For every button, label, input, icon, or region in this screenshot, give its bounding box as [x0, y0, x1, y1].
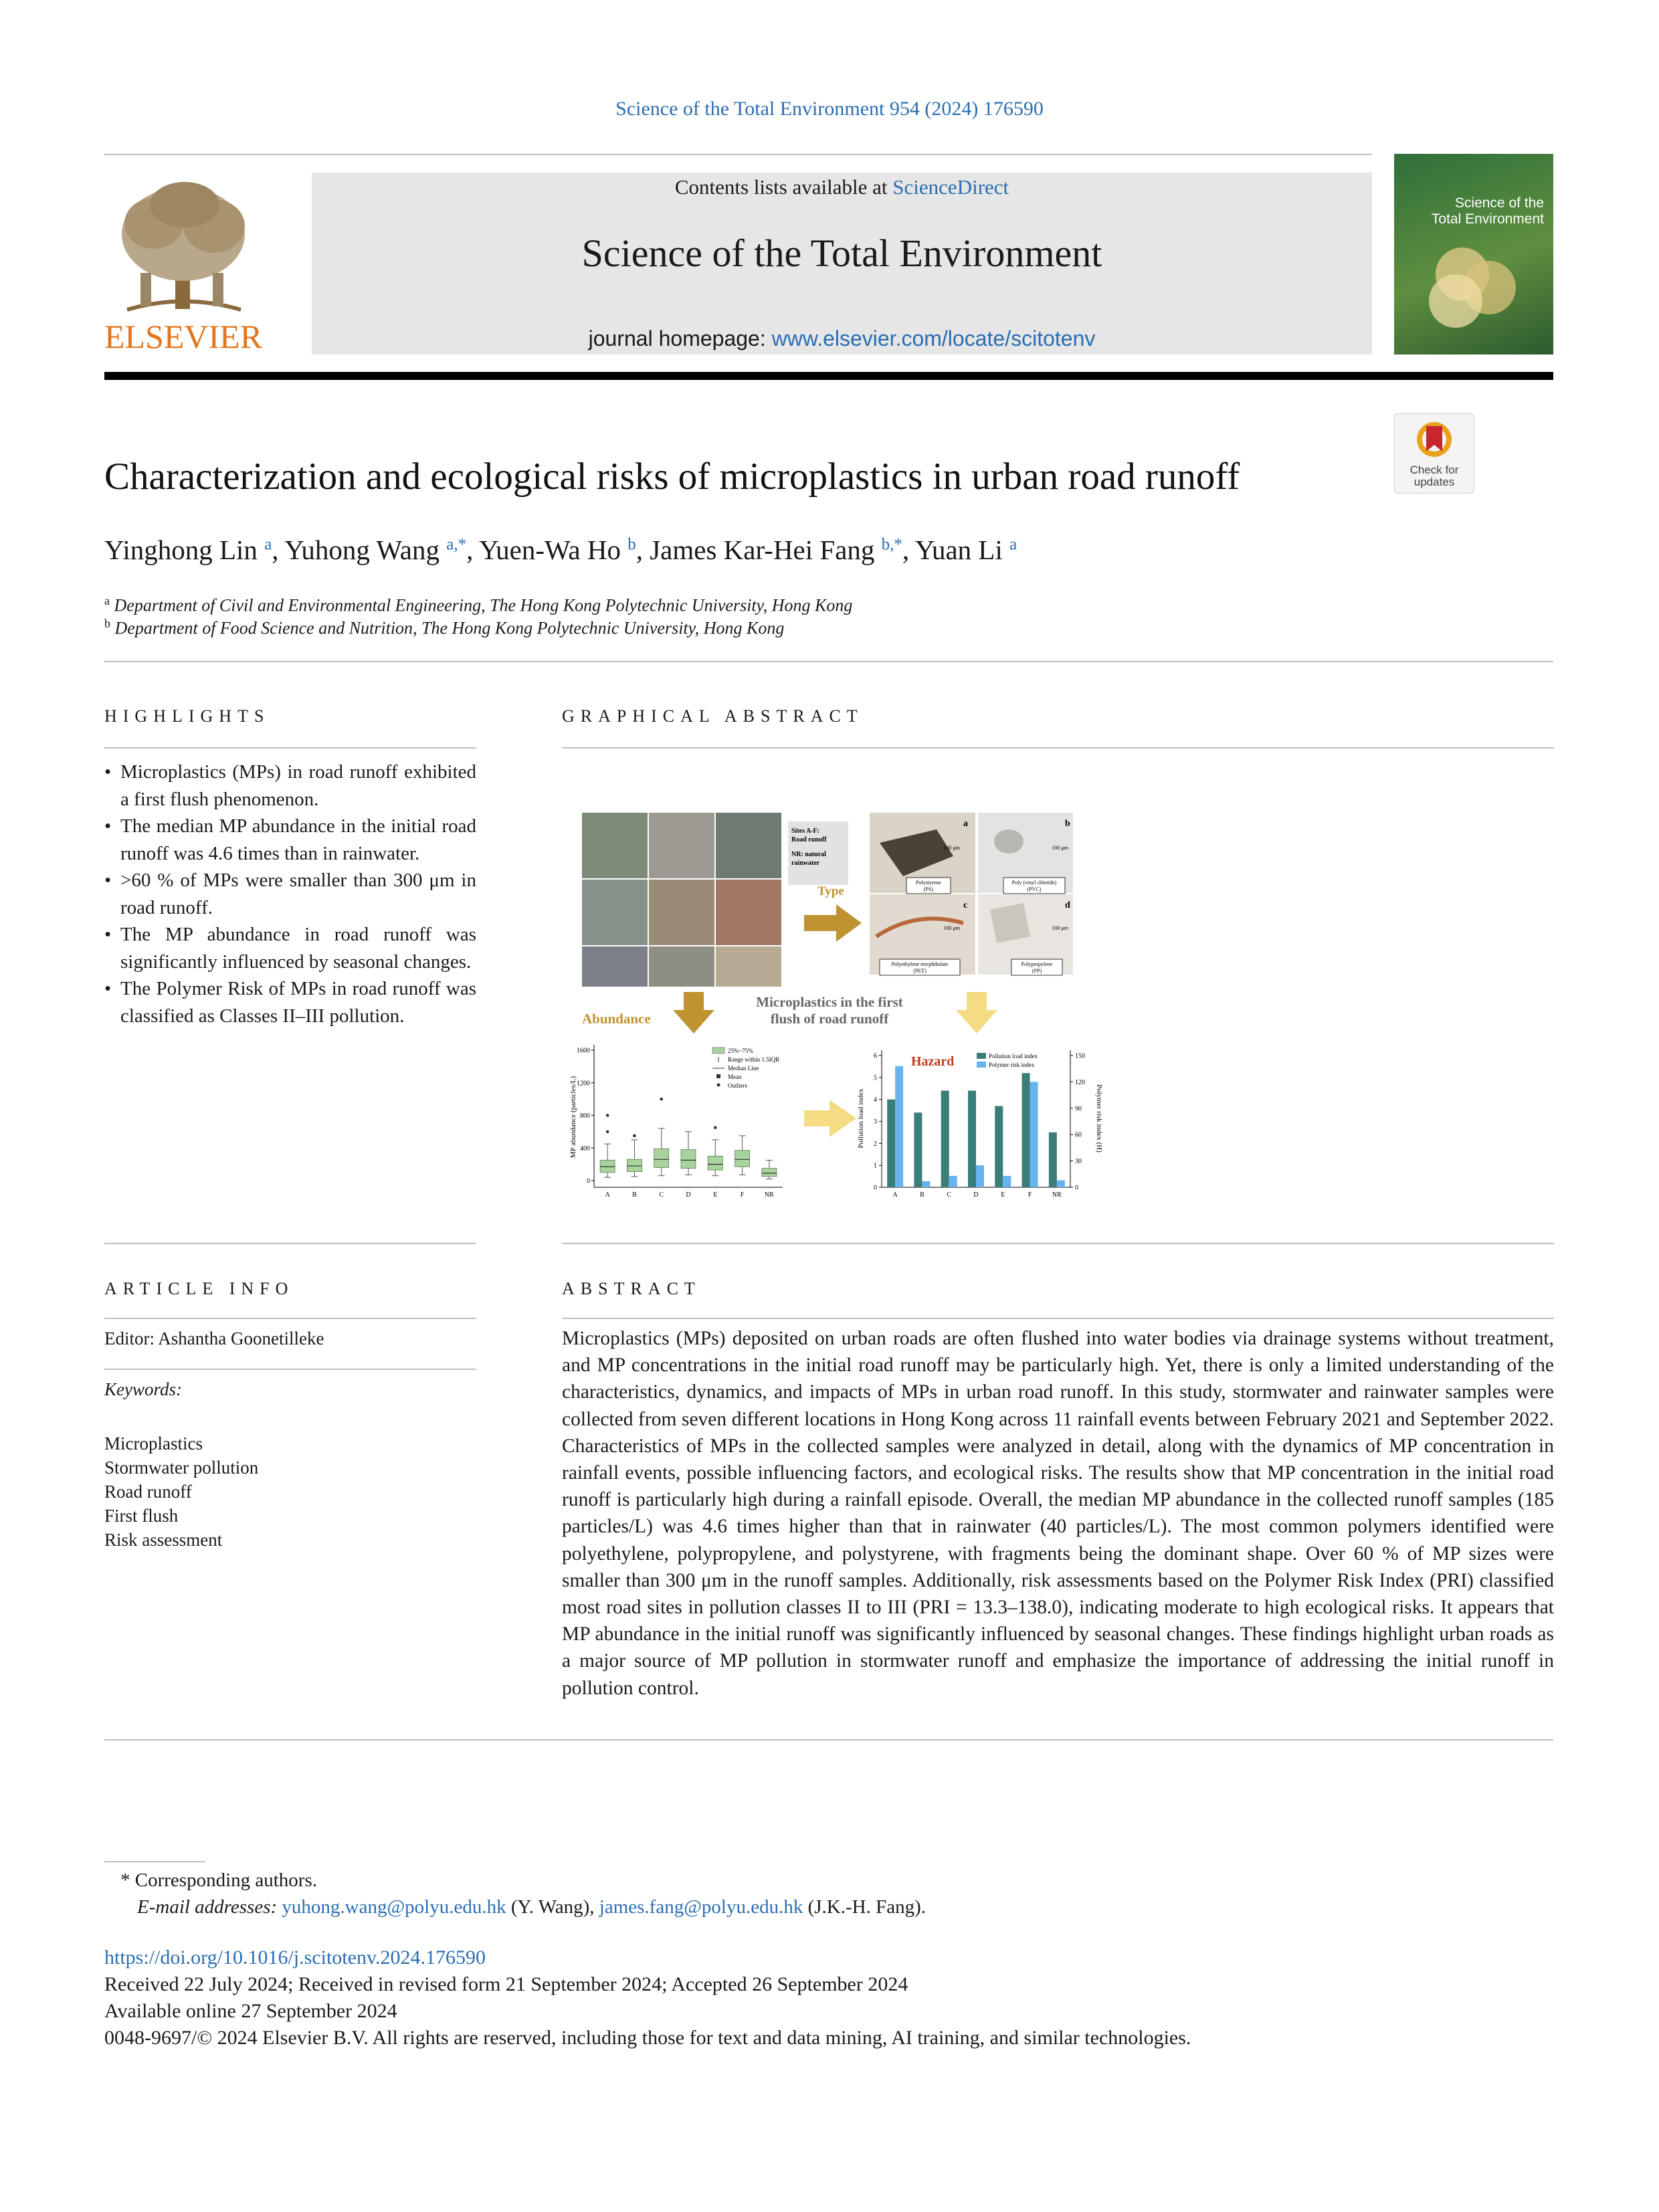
homepage-link[interactable]: www.elsevier.com/locate/scitotenv	[771, 326, 1096, 350]
scale-bar-label: 100 μm	[943, 925, 960, 931]
author-2[interactable]: Yuhong Wang $^{a,*}$	[284, 534, 467, 565]
abstract-rule	[562, 1318, 1554, 1319]
homepage-prefix: journal homepage:	[588, 326, 772, 350]
site-map-photo	[582, 946, 648, 987]
cover-graphic	[1422, 247, 1523, 334]
bar-right-tick-label: 150	[1075, 1052, 1085, 1060]
boxplot-box	[654, 1148, 669, 1167]
nr-note-line1: NR: natural	[791, 851, 826, 858]
elsevier-logo	[100, 173, 274, 360]
journal-cover-thumbnail[interactable]	[1394, 154, 1553, 355]
micrograph-letter: d	[1065, 900, 1070, 910]
keyword: First flush	[104, 1506, 179, 1526]
boxplot-box	[708, 1156, 722, 1170]
bar-legend-entry: Pollution load index	[989, 1053, 1038, 1060]
bar-left-tick-label: 4	[874, 1096, 877, 1104]
micrograph-name: Polyethylene terephthalate	[891, 961, 949, 967]
corresponding-note: * Corresponding authors.	[120, 1870, 317, 1891]
keyword: Microplastics	[104, 1433, 203, 1453]
boxplot-box	[735, 1150, 750, 1167]
bar-polymer-risk	[1057, 1180, 1065, 1187]
center-caption-line1: Microplastics in the first	[756, 994, 903, 1010]
boxplot-x-tick-label: D	[686, 1191, 691, 1197]
bar-pollution-load	[995, 1106, 1003, 1187]
article-info-rule	[104, 1318, 476, 1319]
micrograph-abbr: (PET)	[913, 968, 926, 974]
email-owner-fang: (J.K.-H. Fang).	[803, 1896, 926, 1918]
abstract-heading: ABSTRACT	[562, 1279, 701, 1298]
graphical-abstract-bottom-rule	[562, 1243, 1554, 1244]
editor-line: Editor: Ashantha Goonetilleke	[104, 1328, 324, 1348]
boxplot-x-tick-label: NR	[764, 1191, 774, 1197]
sites-note-line2: Road runoff	[791, 836, 827, 843]
bar-polymer-risk	[976, 1165, 984, 1187]
graphical-abstract-figure	[562, 803, 1177, 1197]
bar-left-tick-label: 3	[874, 1118, 877, 1126]
bar-x-tick-label: D	[973, 1191, 979, 1197]
site-photo	[716, 813, 781, 878]
email-link-wang[interactable]: yuhong.wang@polyu.edu.hk	[282, 1896, 506, 1918]
doi-link[interactable]: https://doi.org/10.1016/j.scitotenv.2024.176590	[104, 1946, 486, 1969]
highlight-item: • Microplastics (MPs) in road runoff exhibited a first flush phenomenon.	[104, 759, 476, 813]
boxplot-outlier	[633, 1134, 636, 1138]
check-updates-line1: Check for	[1409, 464, 1459, 476]
boxplot-legend-entry: 25%~75%	[728, 1047, 753, 1054]
bar-left-tick-label: 0	[874, 1184, 877, 1192]
available-online: Available online 27 September 2024	[104, 2000, 397, 2022]
boxplot-y-label: MP abundance (particles/L)	[569, 1076, 577, 1159]
hazard-right-arrow	[804, 1100, 856, 1137]
check-updates-line2: updates	[1413, 476, 1455, 488]
boxplot-y-tick-label: 800	[580, 1112, 590, 1120]
keyword-list	[104, 1431, 258, 1552]
email-label: E-mail addresses:	[137, 1896, 278, 1918]
highlights-bottom-rule	[104, 1243, 476, 1244]
header-thick-rule	[104, 372, 1553, 380]
boxplot-legend-entry: Outliers	[728, 1082, 747, 1089]
abstract-body: Microplastics (MPs) deposited on urban roads are often flushed into water bodies via drainage systems without treatment, and MP concentrations in the initial road runoff may be particularly high. Yet, there is only a limited understanding of the characteristics, dynamics, and impacts of MPs in urban road runoff. In this study, stormwater and rainwater samples were collected from seven different locations in Hong Kong across 11 rainfall events between February 2021 and September 2022. Characteristics of MPs in the collected samples were analyzed in detail, along with the dynamics of MP concentration in rainfall events, possible influencing factors, and ecological risks. The results show that MP concentration in the initial road runoff is particularly high during a rainfall episode. Overall, the median MP abundance in the collected runoff samples (185 particles/L) was 4.6 times higher than that in rainwater (40 particles/L). The most common polymers identified were polyethylene, polypropylene, and polystyrene, with fragments being the dominant shape. Over 60 % of MP sizes were smaller than 300 μm in the runoff samples. Additionally, risk assessments based on the Polymer Risk Index (PRI) classified most road sites in pollution classes II to III (PRI = 13.3–138.0), indicating moderate to high ecological risks. It appears that MP abundance in the initial runoff was significantly influenced by seasonal changes. These findings highlight urban roads as a major source of MP pollution in stormwater runoff and emphasize the importance of addressing the initial runoff in pollution control.	[562, 1328, 1554, 1699]
check-for-updates-badge[interactable]	[1394, 413, 1474, 494]
scale-bar-label: 100 μm	[1052, 845, 1068, 851]
micrograph-name: Polypropylene	[1021, 961, 1053, 967]
bar-x-tick-label: F	[1028, 1191, 1032, 1197]
boxplot-y-tick-label: 1200	[577, 1080, 590, 1088]
bar-left-tick-label: 5	[874, 1074, 877, 1082]
bar-polymer-risk	[895, 1066, 903, 1187]
author-3[interactable]: Yuen-Wa Ho $^b$	[479, 534, 636, 565]
bar-left-label: Pollution load index	[857, 1088, 865, 1148]
site-photo	[716, 946, 781, 987]
boxplot-y-tick-label: 0	[587, 1177, 590, 1185]
bar-x-tick-label: E	[1001, 1191, 1005, 1197]
boxplot-outlier	[714, 1126, 717, 1129]
bar-left-tick-label: 2	[874, 1140, 877, 1148]
site-map-photo	[582, 813, 648, 878]
bar-x-tick-label: NR	[1052, 1191, 1062, 1197]
highlight-item: • >60 % of MPs were smaller than 300 μm in road runoff.	[104, 867, 476, 921]
micrograph-abbr: (PP)	[1032, 968, 1042, 974]
bar-right-tick-label: 90	[1075, 1105, 1082, 1113]
boxplot-outlier	[660, 1098, 663, 1101]
hazard-down-arrow	[956, 992, 997, 1033]
site-photo-grid	[582, 813, 781, 987]
email-line	[137, 1896, 926, 1918]
bar-polymer-risk	[949, 1176, 957, 1187]
site-photo	[649, 813, 714, 878]
editor-rule	[104, 1369, 476, 1370]
bar-left-tick-label: 1	[874, 1162, 877, 1170]
bar-x-tick-label: B	[920, 1191, 924, 1197]
site-photo	[649, 880, 714, 945]
boxplot-x-tick-label: A	[605, 1191, 610, 1197]
bar-pollution-load	[1049, 1132, 1057, 1187]
keyword: Risk assessment	[104, 1530, 223, 1550]
type-label: Type	[817, 884, 844, 898]
bar-pollution-load	[941, 1091, 949, 1187]
boxplot-box	[627, 1159, 642, 1171]
boxplot-box	[762, 1169, 777, 1177]
copyright-line: 0048-9697/© 2024 Elsevier B.V. All rights are reserved, including those for text and data mining, AI training, and similar technologies.	[104, 2027, 1191, 2049]
nr-note-line2: rainwater	[791, 860, 820, 867]
bar-right-tick-label: 30	[1075, 1158, 1082, 1166]
bar-legend-swatch	[977, 1062, 986, 1068]
micrograph-letter: a	[963, 819, 968, 829]
bar-pollution-load	[1022, 1073, 1030, 1187]
bar-legend-swatch	[977, 1053, 986, 1059]
bar-pollution-load	[968, 1091, 976, 1187]
micrograph-panel	[870, 813, 1073, 975]
boxplot-y-tick-label: 1600	[577, 1047, 590, 1055]
boxplot-legend-entry: Median Line	[728, 1065, 759, 1072]
boxplot-x-tick-label: E	[713, 1191, 718, 1197]
contents-prefix: Contents lists available at	[674, 175, 893, 199]
site-photo	[716, 880, 781, 945]
hazard-label: Hazard	[911, 1054, 955, 1069]
highlights-rule	[104, 747, 476, 748]
site-photo	[649, 946, 714, 987]
boxplot-outlier	[606, 1114, 609, 1117]
boxplot-y-tick-label: 400	[580, 1144, 590, 1152]
cover-title-line1: Science of the	[1454, 195, 1544, 211]
cover-title-line2: Total Environment	[1431, 211, 1544, 227]
boxplot-legend	[712, 1047, 779, 1089]
micrograph-letter: b	[1065, 819, 1070, 829]
bar-x-tick-label: C	[947, 1191, 952, 1197]
micrograph-letter: c	[963, 900, 968, 910]
homepage-line	[312, 326, 1372, 351]
author-list: Yinghong Lin $^a$, Yuhong Wang $^{a,*}$, Yuen-Wa Ho $^b$, James Kar-Hei Fang $^{b,*}$, Yuan Li $^a$	[104, 534, 1017, 565]
affiliation-b: $^b$ Department of Food Science and Nutrition, The Hong Kong Polytechnic University, Hong Kong	[104, 617, 785, 638]
bar-right-tick-label: 120	[1075, 1078, 1085, 1086]
boxplot-x-tick-label: B	[632, 1191, 637, 1197]
micrograph-name: Poly (vinyl chloride)	[1011, 880, 1057, 886]
keywords-label: Keywords:	[104, 1379, 182, 1399]
header-rule	[104, 154, 1372, 155]
scale-bar-label: 100 μm	[1052, 925, 1068, 931]
boxplot-box	[681, 1150, 696, 1169]
bar-polymer-risk	[922, 1181, 930, 1187]
type-arrow	[804, 904, 862, 942]
bar-right-tick-label: 60	[1075, 1131, 1082, 1139]
bar-right-label: Polymer risk index (H)	[1095, 1084, 1103, 1152]
scale-bar-label: 100 μm	[943, 845, 960, 851]
graphical-abstract-rule	[562, 747, 1554, 748]
article-info-heading: ARTICLE INFO	[104, 1279, 294, 1298]
bar-right-tick-label: 0	[1075, 1184, 1078, 1192]
center-caption-line2: flush of road runoff	[770, 1011, 889, 1027]
highlights-heading: HIGHLIGHTS	[104, 706, 270, 726]
sites-note-line1: Sites A-F:	[791, 827, 819, 835]
bar-x-tick-label: A	[892, 1191, 898, 1197]
abundance-arrow	[673, 992, 714, 1033]
boxplot-box	[600, 1161, 615, 1173]
author-4[interactable]: James Kar-Hei Fang $^{b,*}$	[650, 534, 902, 565]
graphical-abstract-heading: GRAPHICAL ABSTRACT	[562, 706, 864, 726]
bar-polymer-risk	[1003, 1176, 1011, 1187]
boxplot-outlier	[606, 1130, 609, 1134]
abundance-label: Abundance	[582, 1011, 651, 1027]
highlights-list	[104, 759, 476, 1029]
journal-reference[interactable]: Science of the Total Environment 954 (2024) 176590	[615, 98, 1044, 120]
boxplot-legend-entry: Range within 1.5IQR	[728, 1056, 780, 1063]
email-owner-wang: (Y. Wang),	[506, 1896, 599, 1918]
site-map-photo	[582, 880, 648, 945]
micrograph-abbr: (PVC)	[1027, 886, 1042, 892]
contents-line	[312, 175, 1372, 199]
publisher-name: ELSEVIER	[104, 318, 263, 355]
highlight-item: • The median MP abundance in the initial road runoff was 4.6 times than in rainwater.	[104, 813, 476, 867]
bar-legend-entry: Polymer risk index	[989, 1062, 1035, 1068]
author-5[interactable]: Yuan Li $^a$	[914, 534, 1017, 565]
affiliation-a: $^a$ Department of Civil and Environmental Engineering, The Hong Kong Polytechnic University, Hong Kong	[104, 594, 853, 615]
bar-pollution-load	[914, 1112, 922, 1187]
email-link-fang[interactable]: james.fang@polyu.edu.hk	[599, 1896, 803, 1918]
micrograph-abbr: (PS)	[923, 886, 934, 892]
bar-polymer-risk	[1030, 1082, 1038, 1187]
journal-title: Science of the Total Environment	[581, 231, 1102, 275]
bookmark-icon	[1414, 419, 1454, 461]
keyword: Stormwater pollution	[104, 1457, 259, 1478]
abstract-bottom-rule	[104, 1739, 1553, 1740]
bar-left-tick-label: 6	[874, 1052, 877, 1060]
article-title: Characterization and ecological risks of microplastics in urban road runoff	[104, 456, 1240, 498]
bar-pollution-load	[887, 1100, 895, 1187]
affiliation-rule	[104, 661, 1553, 662]
keyword: Road runoff	[104, 1482, 192, 1502]
highlight-item: • The MP abundance in road runoff was significantly influenced by seasonal changes.	[104, 921, 476, 975]
boxplot-x-tick-label: C	[659, 1191, 664, 1197]
boxplot-x-tick-label: F	[740, 1191, 745, 1197]
received-dates: Received 22 July 2024; Received in revised form 21 September 2024; Accepted 26 September 2024	[104, 1973, 908, 1995]
hazard-bar-chart	[857, 1050, 1103, 1197]
sciencedirect-link[interactable]: ScienceDirect	[892, 175, 1009, 199]
highlight-item: • The Polymer Risk of MPs in road runoff was classified as Classes II–III pollution.	[104, 975, 476, 1029]
boxplot-legend-entry: Mean	[728, 1074, 742, 1080]
micrograph-name: Polystyrene	[916, 880, 941, 886]
boxplot-chart	[569, 1045, 783, 1197]
author-1[interactable]: Yinghong Lin $^a$	[104, 534, 272, 565]
